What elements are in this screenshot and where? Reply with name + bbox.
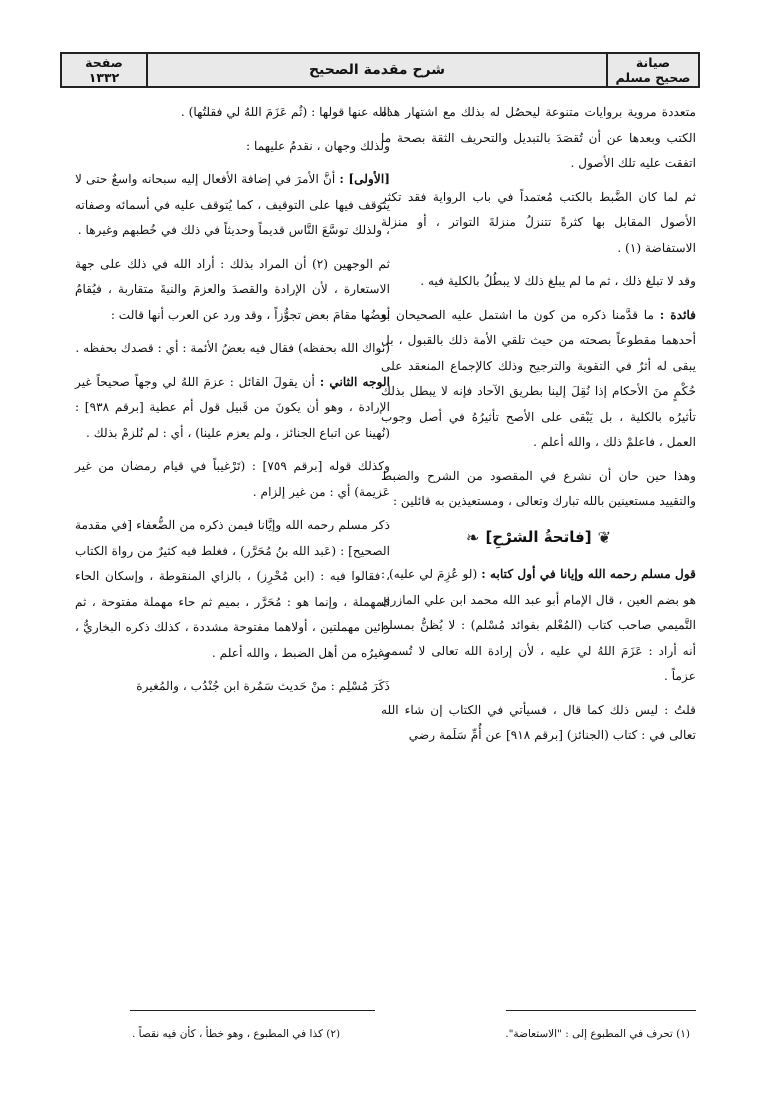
paragraph: ثم الوجهين (٢) أن المراد بذلك : أراد الله في ذلك على جهة الاستعارة ، لأن الإرادة والقصدَ والعزمَ والنيةَ متقاربة ، فيُقامُ بعضُها مقامَ بعض تجوُّزاً ، وقد ورد عن العرب أنها قالت : [75, 256, 390, 322]
ornament-icon: ❧ [466, 527, 480, 547]
paragraph [381, 303, 696, 456]
paragraph: الله عنها قولها : (ثُم عَزَمَ اللهُ لي فقلتُها) . [180, 105, 390, 119]
paragraph: ذكر مسلم رحمه الله وإيَّانا فيمن ذكره من الضُّعفاء [في مقدمة الصحيح] : (عَبد الله بنُ مُحَرَّر) ، فغلط فيه كثيرٌ من رواة الكتاب ، فقالوا فيه : (ابن مُحْرِز) ، بالزاي المنقوطة ، وإسكان الحاء المهملة ، وإنما هو : مُحَرَّر ، بميم ثم حاء مهملة مفتوحة ، ثم رائين مهملتين ، أولاهما مفتوحة مشددة ، كذلك ذكره البخاريُّ ، وغيرُه من أهل الضبط ، والله أعلم . [75, 518, 390, 660]
section-title: [فاتحةُ الشرْحِ] [485, 527, 592, 546]
paragraph: (نواك الله بحفظه) فقال فيه بعضُ الأئمة : أي : قصدك بحفظه . [75, 341, 390, 355]
book-title-line2: صحيح مسلم [615, 70, 691, 85]
section-heading [381, 525, 696, 551]
paragraph: ذَكَرَ مُسْلِم : منْ حَديث سَمُرة ابن جُنْدُب ، والمُغيرة [136, 679, 390, 693]
paragraph: قلتُ : ليس ذلك كما قال ، فسيأتي في الكتاب إن شاء الله تعالى في : كتاب (الجنائز) [برقم ٩١٨] عن أُمِّ سَلَمة رضي [381, 702, 696, 742]
paragraph: ثم لما كان الضَّبط بالكتب مُعتمداً في باب الرواية فقد تكثر الأصول المقابل بها كثرةً تتنزلُ منزلةَ التواتر ، أو منزلة الاستفاضة (١) . [381, 189, 696, 255]
paragraph-lead: قول مسلم رحمه الله وإيانا في أول كتابه : [481, 567, 696, 581]
page-number: ١٣٣٢ [88, 70, 120, 85]
paragraph-body: (لو عُزِمَ لي عليه) : هو بضم العين ، قال الإمام أبو عبد الله محمد ابن علي المازري التَّميمي صاحب كتاب (المُعْلم بفوائد مُسْلم) : لا يُظنُّ بمسلم أنه أراد : عَزَمَ اللهُ لي عليه ، لأن إرادة الله تعالى لا تُسمى عزماً . [381, 567, 696, 683]
paragraph-lead: فائدة : [659, 307, 696, 322]
footnote: (١) تحرف في المطبوع إلى : "الاستعاضة". [505, 1028, 690, 1040]
paragraph [75, 370, 390, 447]
paragraph-lead: الوجه الثاني : [319, 374, 391, 389]
ornament-icon: ❦ [597, 527, 611, 547]
book-title-box [606, 54, 698, 86]
paragraph: وكذلك قوله [برقم ٧٥٩] : (تَرْغيباً في قيام رمضان من غير عَزيمة) أي : من غير إلزام . [75, 459, 390, 499]
paragraph: ولذلك وجهان ، نقدمُ عليهما : [246, 138, 390, 153]
left-column [75, 100, 390, 708]
paragraph-body: أن يقولَ القائل : عزمَ اللهُ لي وجهاً صحيحاً غير الإرادة ، وهو أن يكونَ من قَبيل قول أم عطية [برقم ٩٣٨] : (نُهينا عن اتباع الجنائز ، ولم يعزم علينا) ، أي : لم نُلزمْ بذلك . [75, 374, 390, 440]
paragraph [75, 167, 390, 244]
page-header [60, 52, 700, 88]
footnote-divider [130, 1010, 375, 1011]
book-title-line1: صيانة [635, 55, 671, 70]
paragraph-lead: [الأولى] : [339, 172, 390, 186]
paragraph: وهذا حين حان أن نشرع في المقصود من الشرح والضبط والتقييد مستعينين بالله تبارك وتعالى ، ومستعيذين به قائلين : [381, 468, 696, 508]
page-label: صفحة [85, 55, 123, 70]
paragraph-body: أنَّ الأمرَ في إضافة الأفعال إليه سبحانه واسعٌ حتى لا يتوقف فيها على التوقيف ، كما يُتوقف عليه في أسمائه وصفاته ، ولذلك توسَّعَ النَّاس قديماً وحديثاً في ذلك في خُطبهم وغيرها . [75, 172, 390, 237]
paragraph: وقد لا تبلغ ذلك ، ثم ما لم يبلغ ذلك لا يبطُلُ بالكلية فيه . [420, 274, 696, 288]
page-number-box [62, 54, 148, 86]
footnote-divider [506, 1010, 696, 1011]
chapter-title: شرح مقدمة الصحيح [308, 61, 446, 78]
right-column [381, 100, 696, 757]
paragraph: متعددة مروية بروايات متنوعة ليحصُل له بذلك مع اشتهار هذه الكتب وبعدها عن أن تُقصَدَ بالتبديل والتحريف الثقة بصحة ما اتفقت عليه تلك الأصول . [381, 105, 696, 170]
paragraph-body: ما قدَّمنا ذكره من كون ما اشتمل عليه الصحيحان أو أحدهما مقطوعاً بصحته من حيث تلقي الأمة ذلك بالقبول ، بل يبقى له أثرٌ في التقوية والترجيح وذلك كالإجماع المنعقد على حُكْمٍ منَ الأحكام إذا نُقِلَ إلينا بطريق الآحاد فإنه لا يبطل بذلك تأثيرُه بالكلية ، بل يَبْقى على الأصح تأثيرُهُ في أصل وجوب العمل ، فاعلمْ ذلك ، والله أعلم . [381, 307, 696, 449]
paragraph [381, 562, 696, 690]
footnote: (٢) كذا في المطبوع ، وهو خطأ ، كأن فيه نقصاً . [132, 1028, 341, 1040]
